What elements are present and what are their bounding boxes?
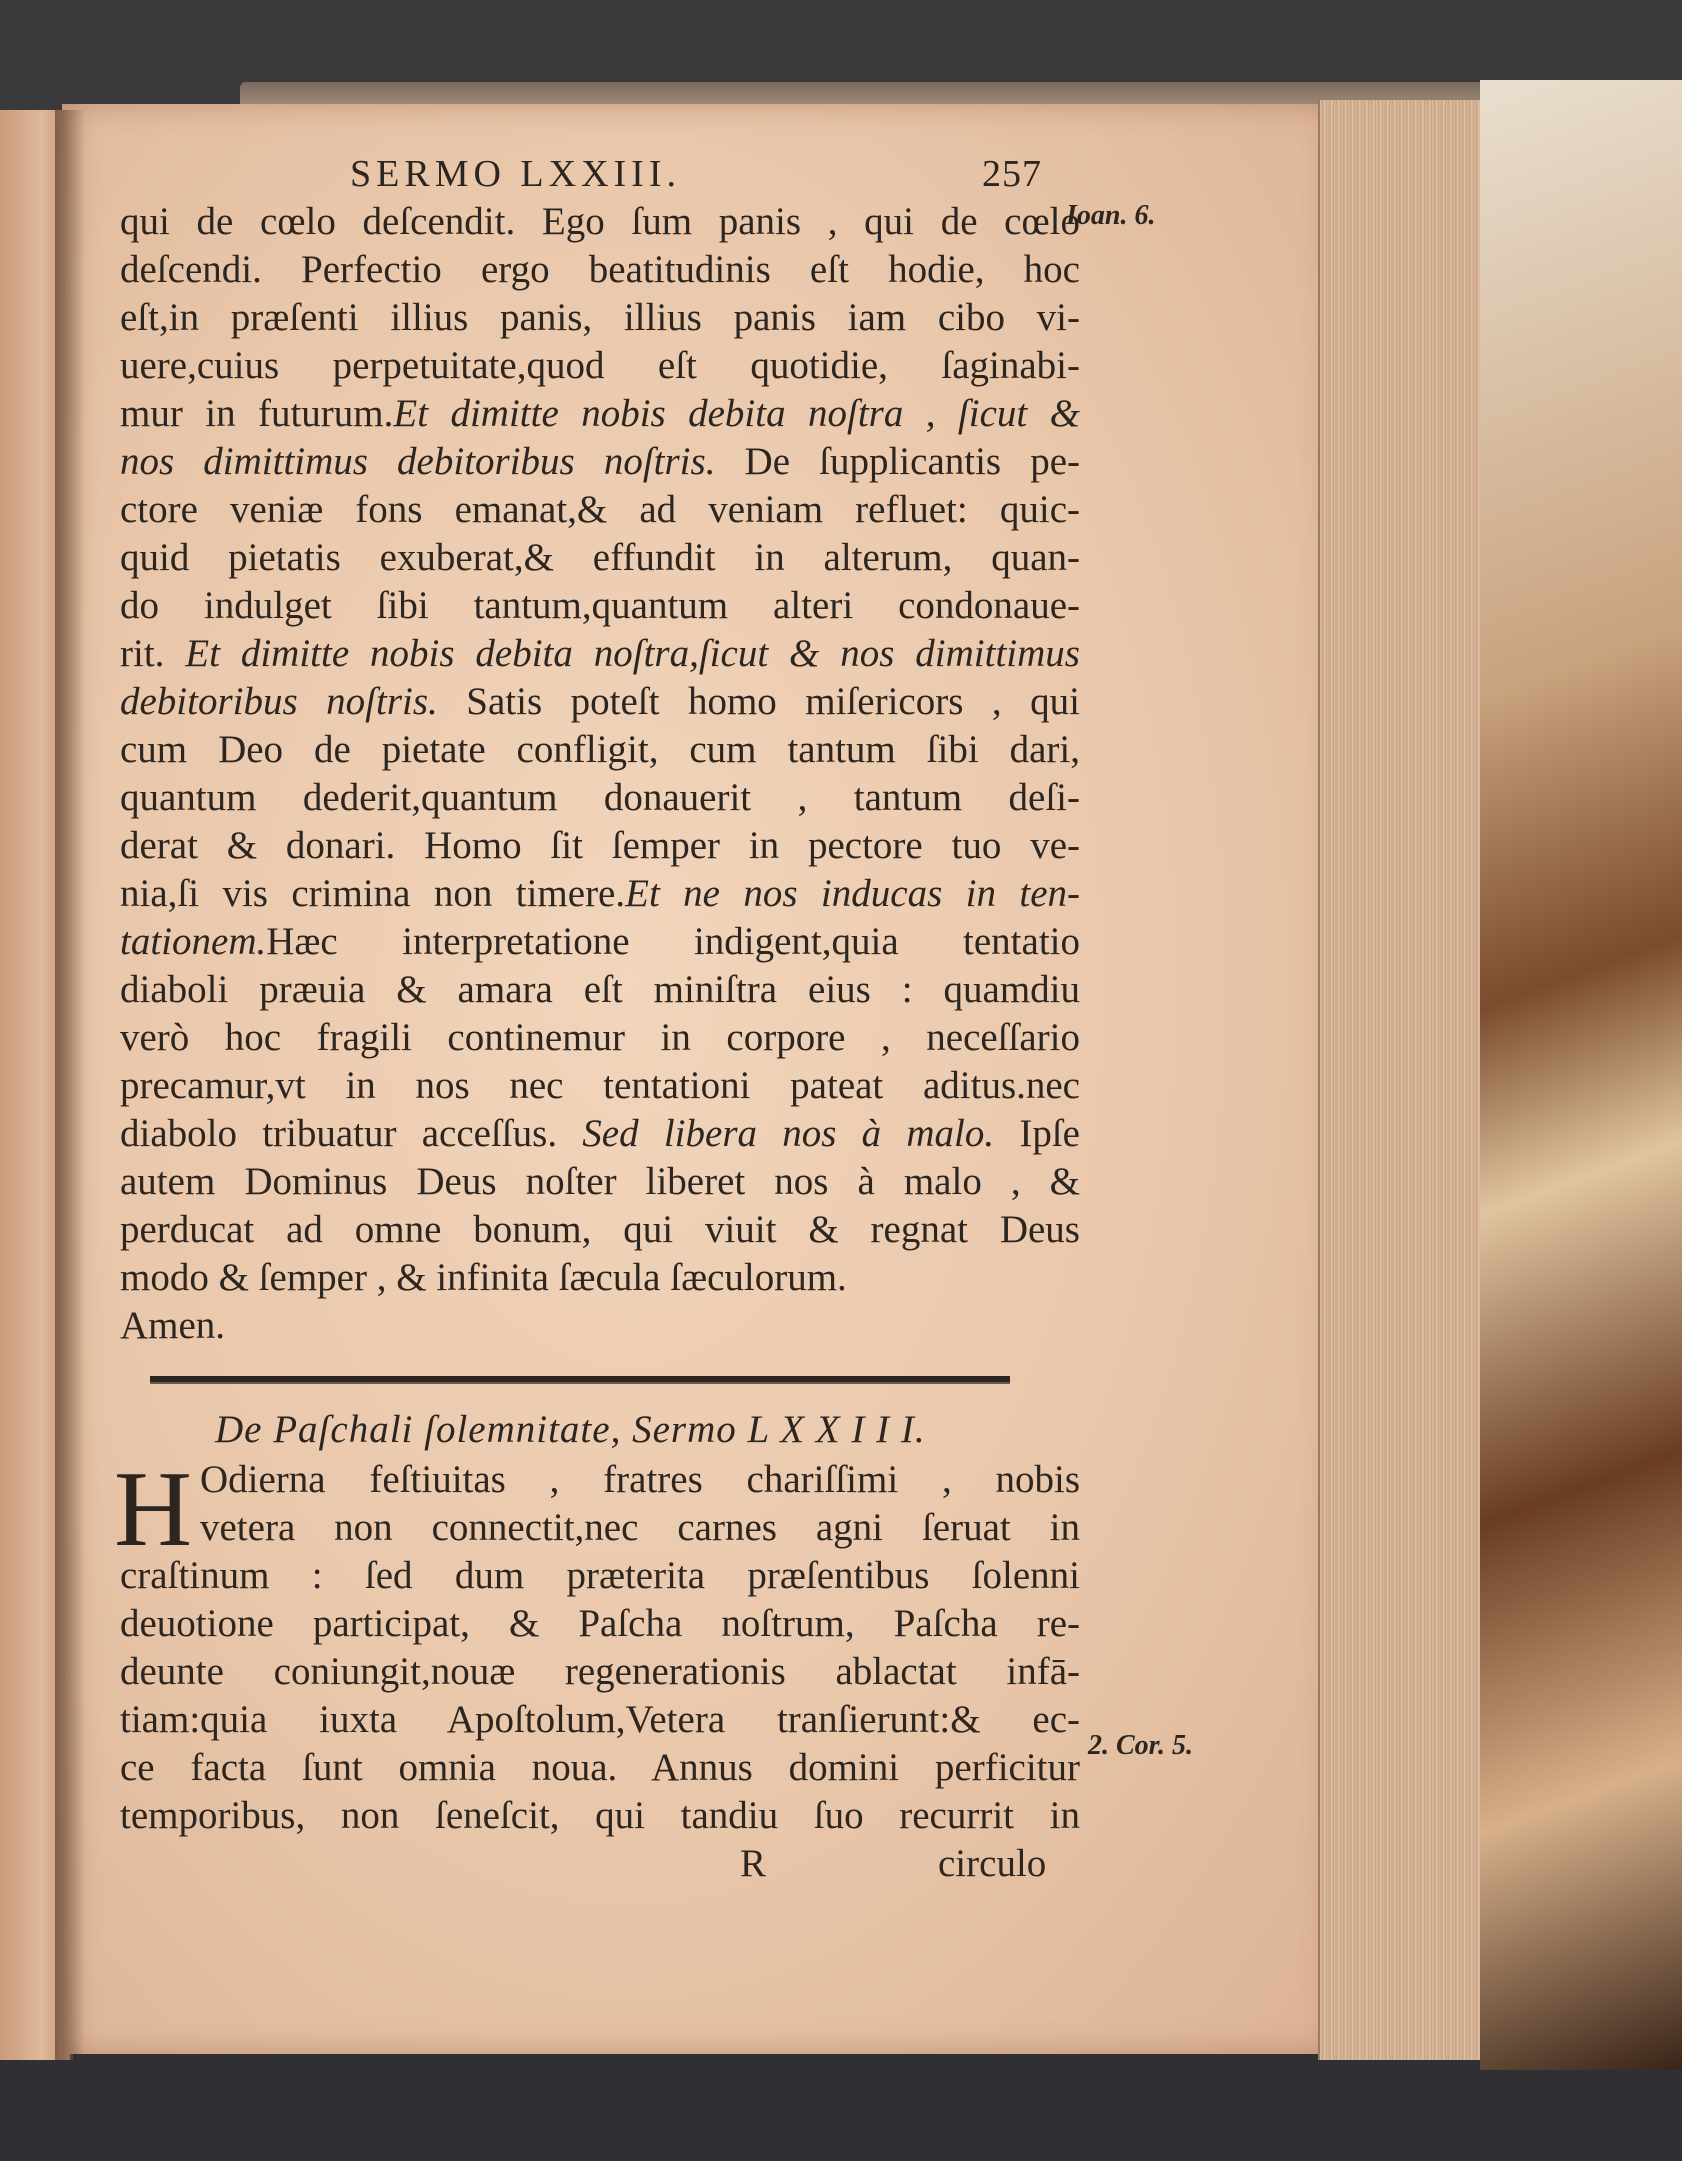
text-line — [120, 246, 1080, 294]
text-line — [120, 726, 1080, 774]
text-line — [120, 1302, 1080, 1350]
gutter-shadow — [55, 110, 85, 2060]
text-segment: Satis poteſt homo miſericors , qui — [437, 680, 1080, 723]
drop-cap-letter: H — [114, 1450, 192, 1569]
text-line — [120, 822, 1080, 870]
text-line: temporibus, non ſeneſcit, qui tandiu ſuo recurrit in — [120, 1794, 1080, 1837]
text-line — [120, 918, 1080, 966]
text-line: tiam:quia iuxta Apoſtolum,Vetera tranſierunt:& ec- — [120, 1698, 1080, 1741]
text-segment: Hæc interpretatione indigent,quia tentatio — [266, 920, 1080, 963]
text-line — [120, 1158, 1080, 1206]
text-line — [120, 1254, 1080, 1302]
italic-quote-segment: Et ne nos inducas in ten- — [625, 872, 1080, 915]
signature-mark: R — [740, 1842, 767, 1885]
text-segment: ctore veniæ fons emanat,& ad veniam refluet: quic- — [120, 488, 1080, 531]
text-line — [120, 678, 1080, 726]
italic-quote-segment: Et dimitte nobis debita noſtra , ſicut & — [393, 392, 1080, 435]
text-line — [120, 534, 1080, 582]
text-segment: Ipſe — [994, 1112, 1080, 1155]
text-line — [120, 342, 1080, 390]
new-sermon-lines — [120, 1456, 1080, 1840]
text-line: Odierna feſtiuitas , fratres chariſſimi , nobis — [200, 1458, 1080, 1501]
text-segment: do indulget ſibi tantum,quantum alteri condonaue- — [120, 584, 1080, 627]
text-segment: verò hoc fragili continemur in corpore , neceſſario — [120, 1016, 1080, 1059]
text-line: deunte coniungit,nouæ regenerationis ablactat infā- — [120, 1650, 1080, 1693]
text-line — [120, 486, 1080, 534]
catchword: circulo — [938, 1842, 1047, 1885]
text-segment: diabolo tribuatur acceſſus. — [120, 1112, 583, 1155]
text-line: craſtinum : ſed dum præterita præſentibus ſolenni — [120, 1554, 1080, 1597]
italic-quote-segment: Sed libera nos à malo. — [582, 1112, 995, 1155]
page-number: 257 — [982, 153, 1042, 195]
text-segment: eſt,in præſenti illius panis, illius panis iam cibo vi- — [120, 296, 1080, 339]
text-segment: perducat ad omne bonum, qui viuit & regnat Deus — [120, 1208, 1080, 1251]
text-line: ce facta ſunt omnia noua. Annus domini perficitur — [120, 1746, 1080, 1789]
text-line — [120, 198, 1080, 246]
text-line: deuotione participat, & Paſcha noſtrum, Paſcha re- — [120, 1602, 1080, 1645]
text-segment: quid pietatis exuberat,& effundit in alterum, quan- — [120, 536, 1080, 579]
text-line — [120, 438, 1080, 486]
text-line — [120, 294, 1080, 342]
section-divider-rule — [150, 1376, 1010, 1384]
text-segment: precamur,vt in nos nec tentationi pateat aditus.nec — [120, 1064, 1080, 1107]
sermon-end-text — [120, 198, 1080, 1350]
text-line — [120, 1110, 1080, 1158]
text-segment: qui de cœlo deſcendit. Ego ſum panis , qui de cœlo — [120, 200, 1080, 243]
text-segment: Amen. — [120, 1304, 226, 1347]
page-block-fore-edge — [1318, 100, 1495, 2060]
italic-quote-segment: tationem. — [120, 920, 267, 963]
text-line: vetera non connectit,nec carnes agni ſeruat in — [200, 1506, 1080, 1549]
text-line — [120, 966, 1080, 1014]
text-segment: uere,cuius perpetuitate,quod eſt quotidie, ſaginabi- — [120, 344, 1080, 387]
text-line — [120, 1014, 1080, 1062]
text-segment: quantum dederit,quantum donauerit , tantum deſi- — [120, 776, 1080, 819]
new-sermon-text — [114, 1450, 1080, 1840]
new-sermon-heading: De Paſchali ſolemnitate, Sermo L X X I I I. — [215, 1408, 926, 1451]
page-footer — [120, 1840, 1080, 1888]
text-segment: deſcendi. Perfectio ergo beatitudinis eſt hodie, hoc — [120, 248, 1080, 291]
text-line — [120, 1206, 1080, 1254]
text-line — [120, 1062, 1080, 1110]
italic-quote-segment: debitoribus noſtris. — [120, 680, 438, 723]
text-segment: rit. — [120, 632, 186, 675]
page-text-block — [114, 150, 1080, 1888]
text-segment: autem Dominus Deus noſter liberet nos à malo , & — [120, 1160, 1080, 1203]
margin-note-ioan: Ioan. 6. — [1066, 200, 1156, 231]
text-segment: De ſupplicantis pe- — [715, 440, 1080, 483]
italic-quote-segment: Et dimitte nobis debita noſtra,ſicut & nos dimittimus — [185, 632, 1080, 675]
text-line — [120, 630, 1080, 678]
text-line — [120, 390, 1080, 438]
running-title: SERMO LXXIII. — [350, 153, 681, 195]
text-segment: mur in futurum. — [120, 392, 394, 435]
running-head — [120, 150, 1080, 198]
text-segment: cum Deo de pietate confligit, cum tantum ſibi dari, — [120, 728, 1080, 771]
text-segment: derat & donari. Homo ſit ſemper in pectore tuo ve- — [120, 824, 1080, 867]
text-segment: modo & ſemper , & infinita ſæcula ſæculorum. — [120, 1256, 847, 1299]
text-segment: nia,ſi vis crimina non timere. — [120, 872, 626, 915]
text-segment: diaboli præuia & amara eſt miniſtra eius : quamdiu — [120, 968, 1080, 1011]
text-line — [120, 774, 1080, 822]
marbled-cover-board — [1480, 80, 1682, 2070]
text-line — [120, 582, 1080, 630]
margin-note-cor: 2. Cor. 5. — [1088, 1730, 1194, 1761]
italic-quote-segment: nos dimittimus debitoribus noſtris. — [120, 440, 716, 483]
text-line — [120, 870, 1080, 918]
